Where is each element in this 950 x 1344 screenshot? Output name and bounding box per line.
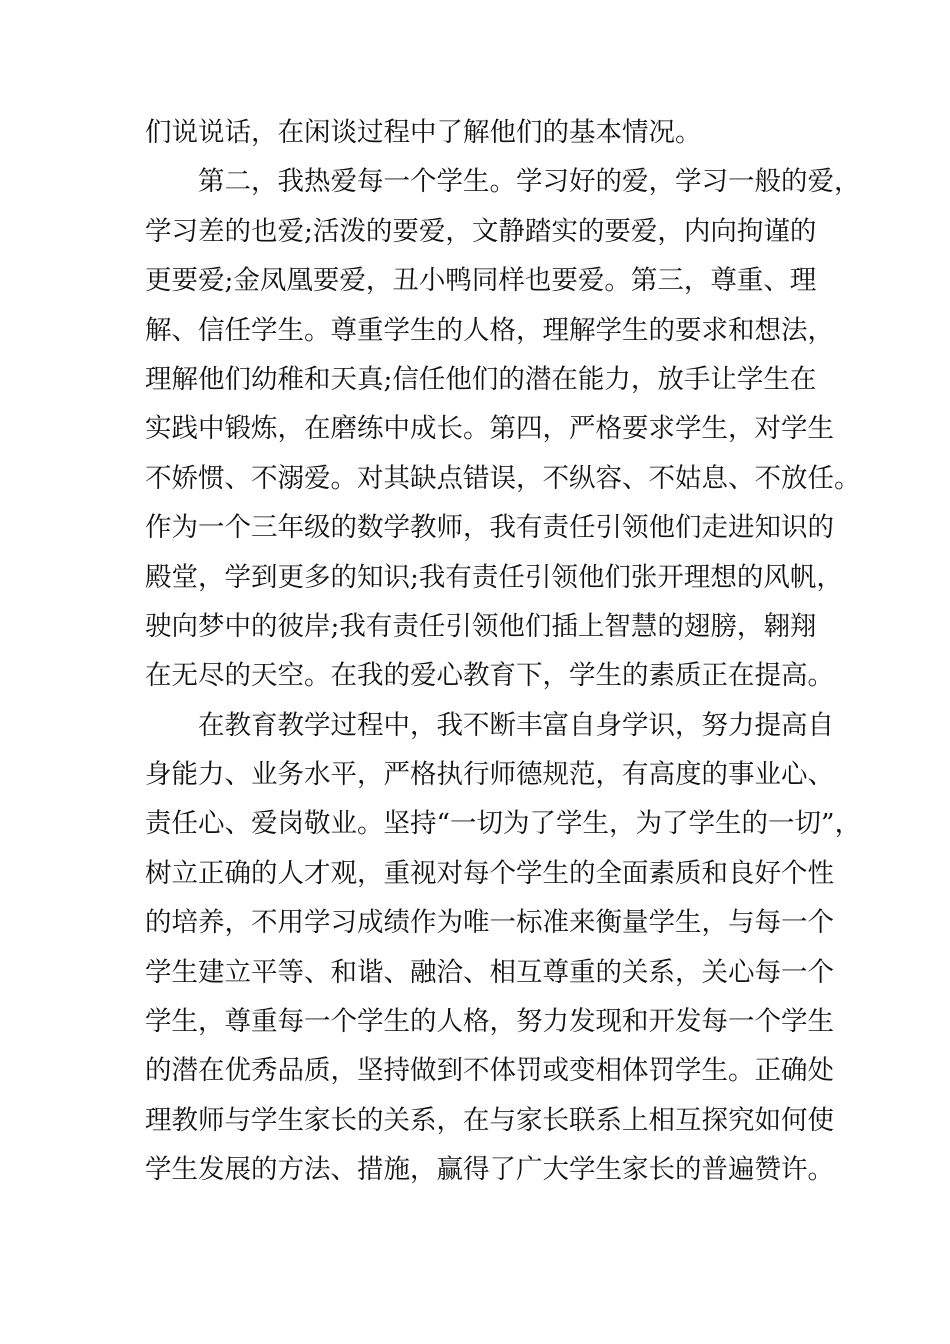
text-line: 理解他们幼稚和天真;信任他们的潜在能力，放手让学生在 xyxy=(145,363,817,395)
text-line: 不娇惯、不溺爱。对其缺点错误，不纵容、不姑息、不放任。 xyxy=(145,462,861,494)
text-line: 更要爱;金凤凰要爱，丑小鸭同样也要爱。第三，尊重、理 xyxy=(145,265,817,297)
text-line: 学生发展的方法、措施，赢得了广大学生家长的普遍赞许。 xyxy=(145,1154,834,1186)
text-line: 解、信任学生。尊重学生的人格，理解学生的要求和想法， xyxy=(145,314,834,346)
text-line: 在无尽的天空。在我的爱心教育下，学生的素质正在提高。 xyxy=(145,660,834,692)
text-line: 实践中锻炼，在磨练中成长。第四，严格要求学生，对学生 xyxy=(145,413,834,445)
text-line: 学习差的也爱;活泼的要爱，文静踏实的要爱，内向拘谨的 xyxy=(145,215,817,247)
paragraph-first-line: 在教育教学过程中，我不断丰富自身学识，努力提高自 xyxy=(198,709,834,741)
text-line: 殿堂，学到更多的知识;我有责任引领他们张开理想的风帆， xyxy=(145,561,843,593)
text-line: 学生建立平等、和谐、融洽、相互尊重的关系，关心每一个 xyxy=(145,956,834,988)
text-line: 树立正确的人才观，重视对每个学生的全面素质和良好个性 xyxy=(145,857,834,889)
text-line: 的培养，不用学习成绩作为唯一标准来衡量学生，与每一个 xyxy=(145,907,834,939)
text-line: 理教师与学生家长的关系，在与家长联系上相互探究如何使 xyxy=(145,1104,834,1136)
text-line: 学生，尊重每一个学生的人格，努力发现和开发每一个学生 xyxy=(145,1006,834,1038)
text-line: 驶向梦中的彼岸;我有责任引领他们插上智慧的翅膀，翱翔 xyxy=(145,610,817,642)
document-body xyxy=(145,108,862,1195)
text-line: 责任心、爱岗敬业。坚持“一切为了学生，为了学生的一切”， xyxy=(145,808,862,840)
text-line: 的潜在优秀品质，坚持做到不体罚或变相体罚学生。正确处 xyxy=(145,1055,834,1087)
text-line: 们说说话，在闲谈过程中了解他们的基本情况。 xyxy=(145,117,702,148)
paragraph-first-line: 第二，我热爱每一个学生。学习好的爱，学习一般的爱， xyxy=(198,166,861,198)
text-line: 身能力、业务水平，严格执行师德规范，有高度的事业心、 xyxy=(145,759,834,791)
text-line: 作为一个三年级的数学教师，我有责任引领他们走进知识的 xyxy=(145,512,834,544)
